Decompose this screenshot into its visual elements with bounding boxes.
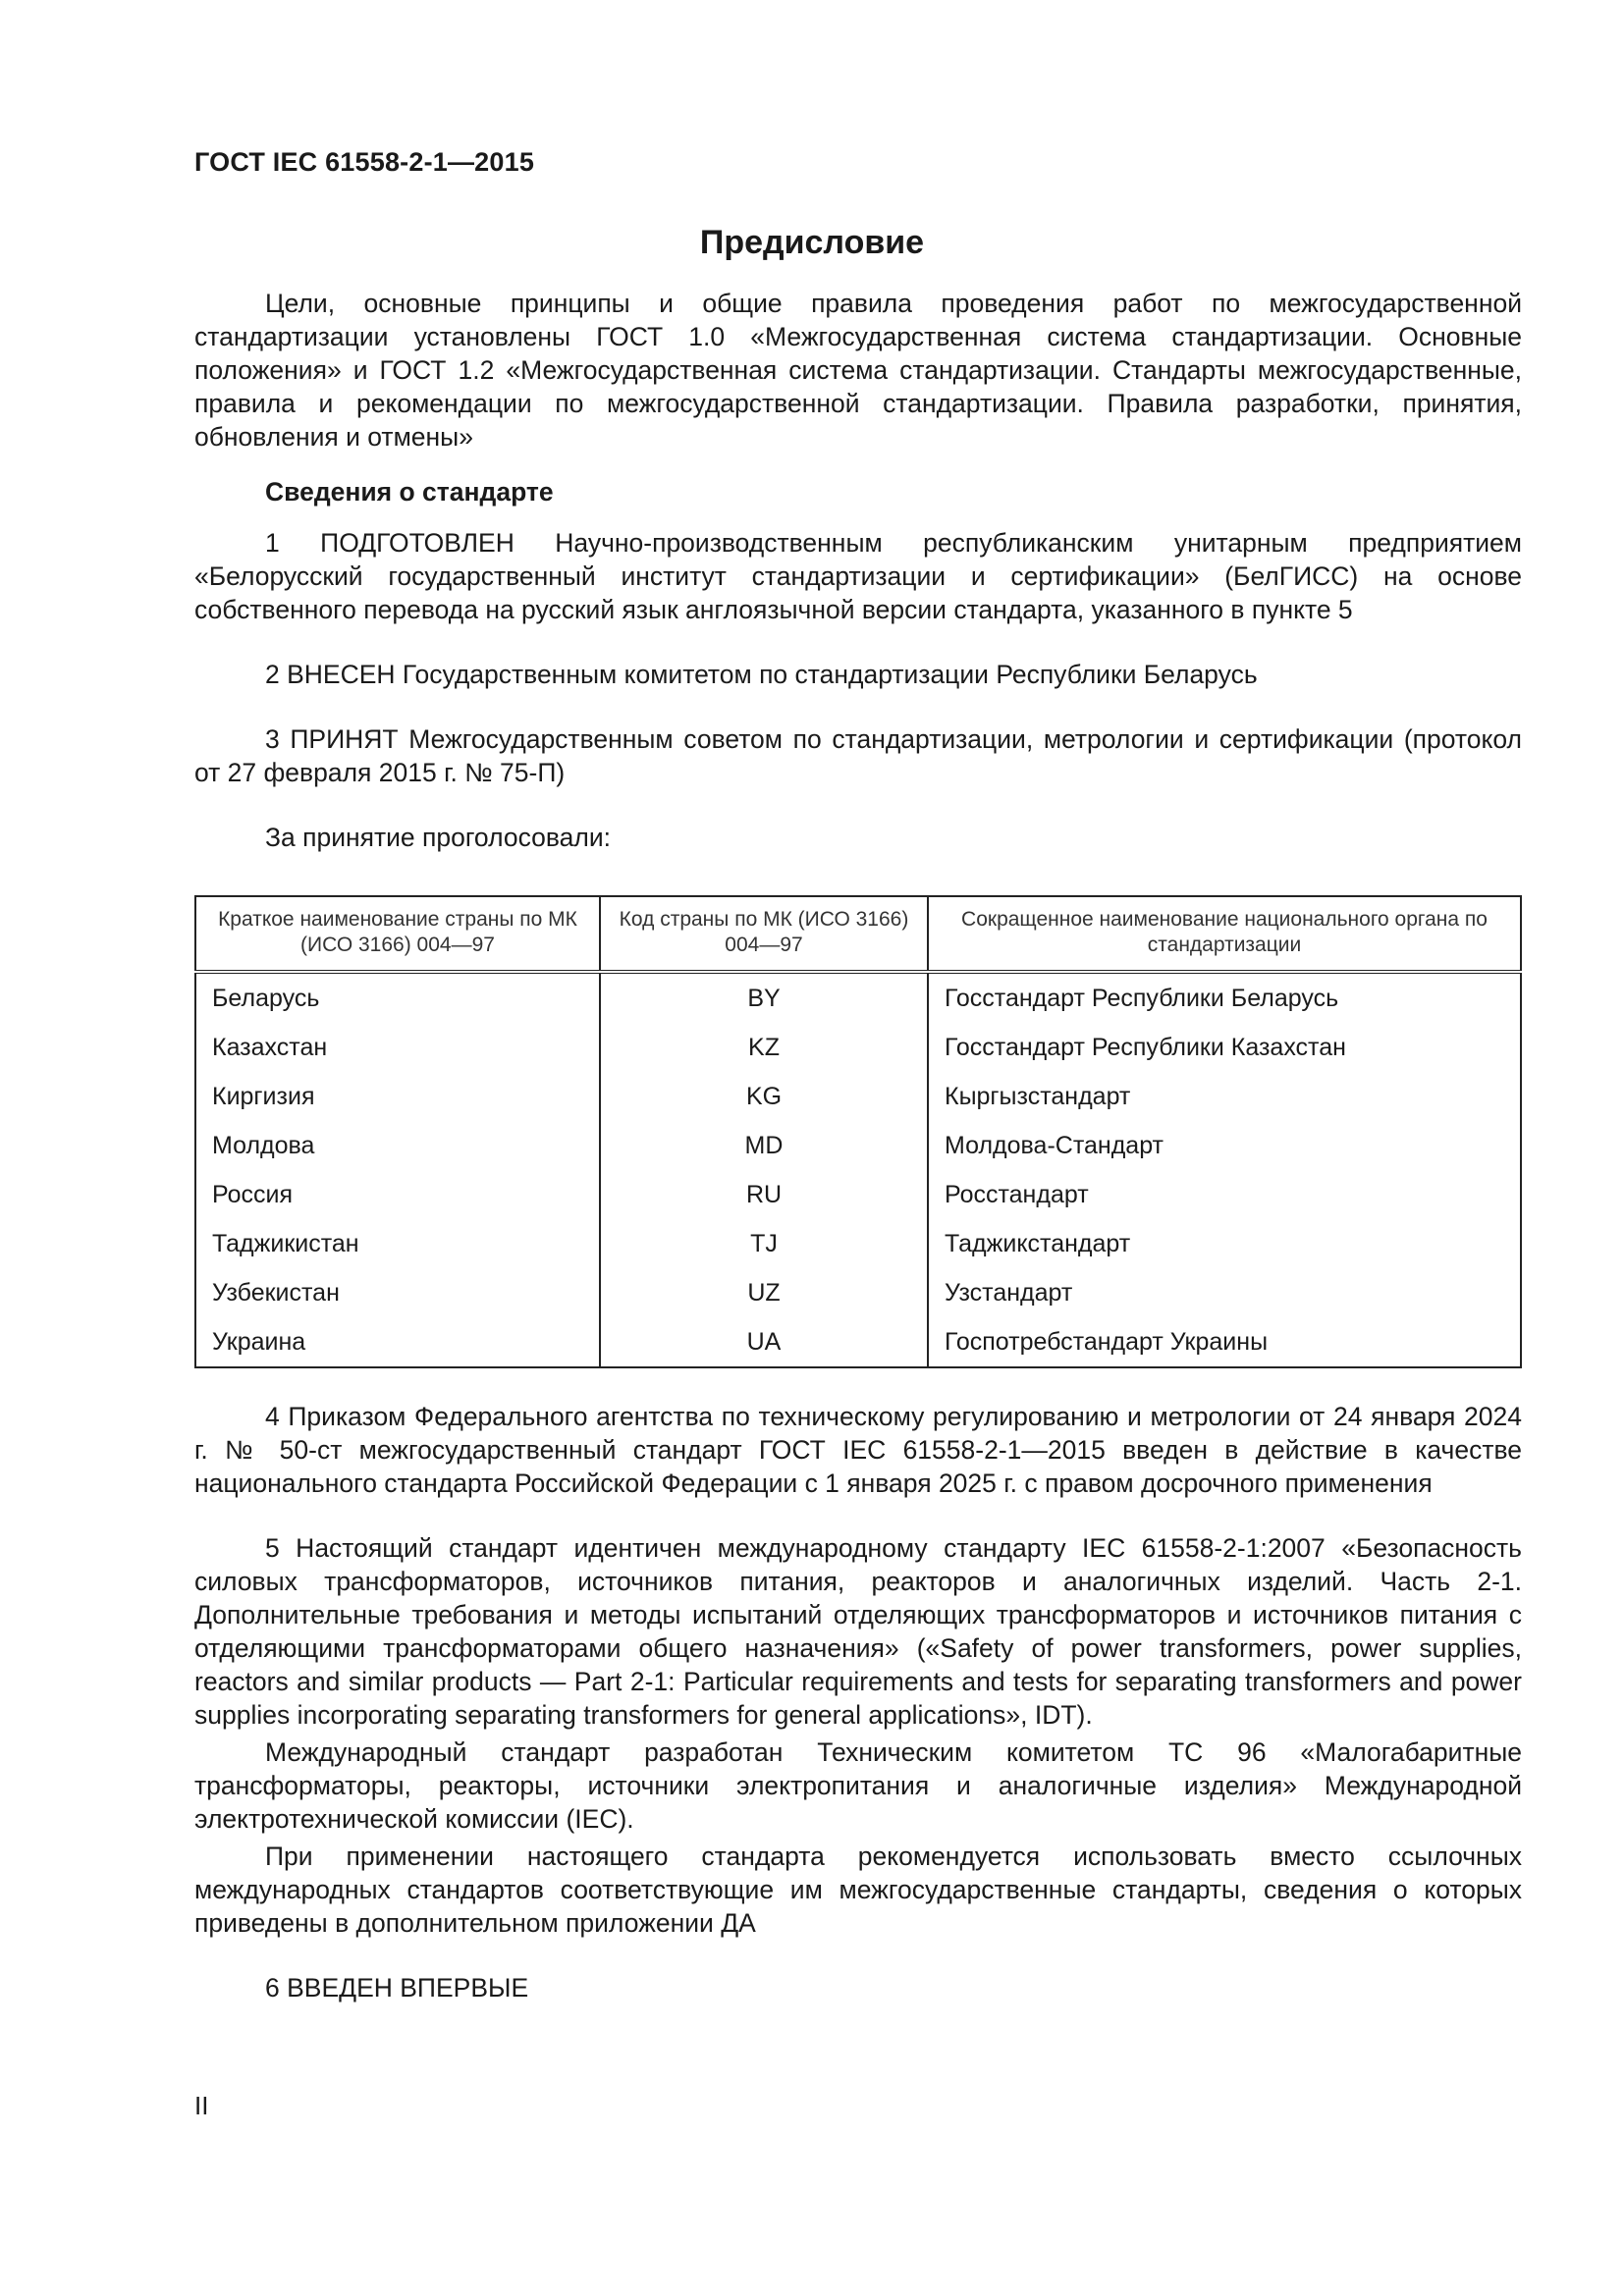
item-5-usage-paragraph: При применении настоящего стандарта рекомендуется использовать вместо ссылочных международных стандартов соответствующие им межгосударственные стандарты, сведения о которых приведены в дополнительном приложении ДА (194, 1842, 1522, 1938)
code-cell: TJ (600, 1219, 928, 1268)
code-cell: MD (600, 1121, 928, 1170)
code-cell: KZ (600, 1023, 928, 1072)
table-row (195, 1121, 1521, 1170)
table-row (195, 1170, 1521, 1219)
authority-cell: Молдова-Стандарт (928, 1121, 1521, 1170)
table-row (195, 1072, 1521, 1121)
authority-cell: Госстандарт Республики Казахстан (928, 1023, 1521, 1072)
table-row (195, 1219, 1521, 1268)
item-6-paragraph: 6 ВВЕДЕН ВПЕРВЫЕ (265, 1973, 529, 2002)
code-cell: BY (600, 972, 928, 1023)
vote-label: За принятие проголосовали: (265, 823, 612, 852)
table-row (195, 1317, 1521, 1367)
table-row (195, 972, 1521, 1023)
country-cell: Киргизия (195, 1072, 600, 1121)
authority-cell: Кыргызстандарт (928, 1072, 1521, 1121)
table-header-row (195, 896, 1521, 972)
country-cell: Украина (195, 1317, 600, 1367)
authority-cell: Узстандарт (928, 1268, 1521, 1317)
page-number: II (194, 2091, 209, 2120)
page-title: Предисловие (699, 224, 925, 261)
intro-paragraph: Цели, основные принципы и общие правила проведения работ по межгосударственной стандартизации установлены ГОСТ 1.0 «Межгосударственная система стандартизации. Основные положения» и ГОСТ 1.2 «Межгосударственная система стандартизации. Стандарты межгосударственные, правила и рекомендации по межгосударственной стандартизации. Правила разработки, принятия, обновления и отмены» (194, 289, 1522, 452)
document-number-header: ГОСТ IEC 61558-2-1—2015 (194, 147, 535, 177)
item-3-paragraph: 3 ПРИНЯТ Межгосударственным советом по стандартизации, метрологии и сертификации (протокол от 27 февраля 2015 г. № 75-П) (194, 724, 1522, 787)
table-row (195, 1023, 1521, 1072)
country-cell: Таджикистан (195, 1219, 600, 1268)
item-5-tc-paragraph: Международный стандарт разработан Техническим комитетом ТС 96 «Малогабаритные трансформаторы, реакторы, источники электропитания и аналогичные изделия» Международной электротехнической комиссии (IEC). (194, 1737, 1522, 1834)
authority-cell: Госпотребстандарт Украины (928, 1317, 1521, 1367)
item-2-paragraph: 2 ВНЕСЕН Государственным комитетом по стандартизации Республики Беларусь (265, 660, 1258, 689)
main-content (194, 287, 1522, 2004)
country-cell: Молдова (195, 1121, 600, 1170)
voting-countries-table (194, 895, 1522, 1368)
code-cell: UA (600, 1317, 928, 1367)
table-row (195, 1268, 1521, 1317)
authority-cell: Росстандарт (928, 1170, 1521, 1219)
section-heading: Сведения о стандарте (265, 477, 554, 507)
code-cell: UZ (600, 1268, 928, 1317)
item-1-paragraph: 1 ПОДГОТОВЛЕН Научно-производственным республиканским унитарным предприятием «Белорусский государственный институт стандартизации и сертификации» (БелГИСС) на основе собственного перевода на русский язык англоязычной версии стандарта, указанного в пункте 5 (194, 528, 1522, 624)
country-cell: Беларусь (195, 972, 600, 1023)
table-header-country: Краткое наименование страны по МК (ИСО 3166) 004—97 (195, 896, 600, 972)
code-cell: KG (600, 1072, 928, 1121)
table-header-authority: Сокращенное наименование национального органа по стандартизации (928, 896, 1521, 972)
authority-cell: Таджикстандарт (928, 1219, 1521, 1268)
country-cell: Узбекистан (195, 1268, 600, 1317)
table-header-code: Код страны по МК (ИСО 3166) 004—97 (600, 896, 928, 972)
item-5-paragraph: 5 Настоящий стандарт идентичен международному стандарту IEC 61558-2-1:2007 «Безопасность силовых трансформаторов, источников питания, реакторов и аналогичных изделий. Часть 2-1. Дополнительные требования и методы испытаний отделяющих трансформаторов и источников питания с отделяющими трансформаторами общего назначения» («Safety of power transformers, power supplies, reactors and similar products — Part 2-1: Particular requirements and tests for separating transformers and power supplies incorporating separating transformers for general applications», IDT). (194, 1533, 1522, 1730)
country-cell: Россия (195, 1170, 600, 1219)
item-4-paragraph: 4 Приказом Федерального агентства по техническому регулированию и метрологии от 24 января 2024 г. № 50-ст межгосударственный стандарт ГОСТ IEC 61558-2-1—2015 введен в действие в качестве национального стандарта Российской Федерации с 1 января 2025 г. с правом досрочного применения (194, 1402, 1522, 1498)
country-cell: Казахстан (195, 1023, 600, 1072)
authority-cell: Госстандарт Республики Беларусь (928, 972, 1521, 1023)
code-cell: RU (600, 1170, 928, 1219)
